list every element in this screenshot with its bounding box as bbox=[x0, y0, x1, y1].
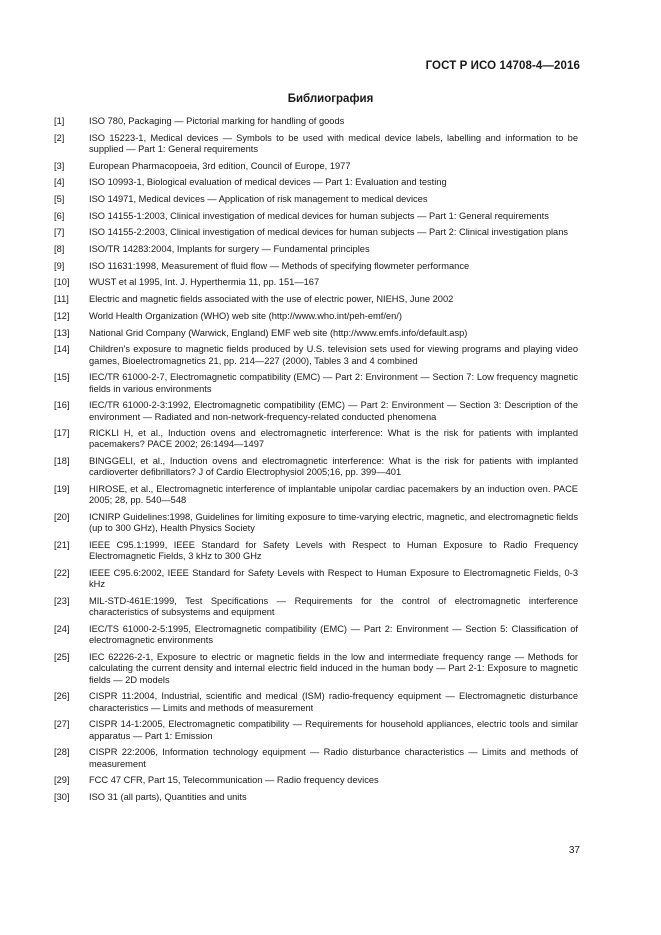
entry-number: [16] bbox=[54, 400, 70, 411]
entry-number: [22] bbox=[54, 568, 70, 579]
entry-number: [1] bbox=[54, 116, 65, 126]
entry-text: ISO 15223-1, Medical devices — Symbols to be used with medical device labels, labelling and information to be supplied — Part 1: General requirements bbox=[89, 132, 578, 154]
entry-number: [9] bbox=[54, 260, 65, 271]
entry-number: [26] bbox=[54, 691, 70, 702]
entry-text: IEC/TS 61000-2-5:1995, Electromagnetic compatibility (EMC) — Part 2: Environment — Section 5: Classification of electromagnetic environments bbox=[89, 624, 578, 646]
entry-number: [30] bbox=[54, 791, 70, 802]
entry-number: [18] bbox=[54, 456, 70, 467]
bibliography-entry bbox=[54, 775, 578, 786]
bibliography-entry bbox=[54, 540, 578, 563]
entry-text: ISO 780, Packaging — Pictorial marking for handling of goods bbox=[89, 116, 345, 126]
bibliography-entry bbox=[54, 194, 578, 205]
entry-number: [20] bbox=[54, 512, 70, 523]
entry-text: IEEE C95.1:1999, IEEE Standard for Safety Levels with Respect to Human Exposure to Radio Frequency Electromagnetic Fields, 3 kHz to 300 GHz bbox=[89, 540, 578, 562]
bibliography-entry bbox=[54, 652, 578, 686]
bibliography-entry bbox=[54, 624, 578, 647]
entry-text: ISO 14971, Medical devices — Application of risk management to medical devices bbox=[89, 194, 428, 205]
bibliography-entry bbox=[54, 428, 578, 451]
bibliography-entry bbox=[54, 116, 578, 127]
bibliography-entry bbox=[54, 277, 578, 288]
entry-text: HIROSE, et al., Electromagnetic interference of implantable unipolar cardiac pacemakers by an induction oven. PACE 2005; 28, pp. 540—548 bbox=[89, 484, 578, 506]
bibliography-entry bbox=[54, 400, 578, 423]
bibliography-entry bbox=[54, 133, 578, 156]
bibliography-entry bbox=[54, 719, 578, 742]
entry-number: [5] bbox=[54, 194, 65, 205]
entry-text: MIL-STD-461E:1999, Test Specifications — Requirements for the control of electromagnetic interference characteristics of subsystems and equipment bbox=[89, 596, 578, 618]
entry-number: [29] bbox=[54, 775, 70, 786]
entry-number: [3] bbox=[54, 160, 65, 171]
page-number: 37 bbox=[568, 845, 580, 856]
entry-text: ISO 10993-1, Biological evaluation of medical devices — Part 1: Evaluation and testing bbox=[89, 177, 447, 188]
entry-text: ISO 14155-1:2003, Clinical investigation of medical devices for human subjects — Part 1: General requirements bbox=[89, 210, 549, 221]
entry-number: [2] bbox=[54, 132, 65, 143]
bibliography-entry bbox=[54, 512, 578, 535]
entry-text: ISO 31 (all parts), Quantities and units bbox=[89, 791, 247, 802]
entry-text: National Grid Company (Warwick, England) EMF web site (http://www.emfs.info/default.asp) bbox=[89, 327, 468, 338]
bibliography-entry bbox=[54, 211, 578, 222]
bibliography-entry bbox=[54, 261, 578, 272]
entry-number: [24] bbox=[54, 624, 70, 635]
entry-text: FCC 47 CFR, Part 15, Telecommunication — Radio frequency devices bbox=[89, 775, 379, 786]
entry-number: [13] bbox=[54, 327, 70, 338]
bibliography-entry bbox=[54, 244, 578, 255]
entry-text: BINGGELI, et al., Induction ovens and electromagnetic interference: What is the risk for patients with implanted cardioverter defibrillators? J of Cardio Electrophysiol 2005;16, pp. 399—401 bbox=[89, 456, 578, 478]
entry-text: Children's exposure to magnetic fields produced by U.S. television sets used for viewing programs and playing video games, Bioelectromagnetics 21, pp. 214—227 (2000), Tables 3 and 4 combined bbox=[89, 344, 578, 366]
entry-number: [15] bbox=[54, 372, 70, 383]
entry-number: [25] bbox=[54, 652, 70, 663]
bibliography-entry bbox=[54, 227, 578, 238]
bibliography-entry bbox=[54, 372, 578, 395]
bibliography-entry bbox=[54, 568, 578, 591]
entry-number: [17] bbox=[54, 428, 70, 439]
bibliography-entry bbox=[54, 311, 578, 322]
entry-text: IEC/TR 61000-2-7, Electromagnetic compatibility (EMC) — Part 2: Environment — Section 7: Low frequency magnetic fields in various environments bbox=[89, 372, 578, 394]
document-code: ГОСТ Р ИСО 14708-4—2016 bbox=[425, 60, 580, 72]
entry-number: [28] bbox=[54, 747, 70, 758]
entry-text: Electric and magnetic fields associated with the use of electric power, NIEHS, June 2002 bbox=[89, 294, 454, 305]
entry-number: [11] bbox=[54, 294, 69, 305]
entry-number: [7] bbox=[54, 227, 65, 238]
entry-number: [12] bbox=[54, 310, 70, 321]
bibliography-entry bbox=[54, 747, 578, 770]
entry-text: IEC 62226-2-1, Exposure to electric or magnetic fields in the low and intermediate frequency range — Methods for calculating the current density and internal electric field induced in the human body — Part 2-1: Exposure to magnetic fields — 2D models bbox=[89, 652, 578, 685]
entry-number: [4] bbox=[54, 177, 65, 188]
entry-text: WUST et al 1995, Int. J. Hyperthermia 11, pp. 151—167 bbox=[89, 277, 320, 288]
entry-text: ISO 11631:1998, Measurement of fluid flow — Methods of specifying flowmeter performance bbox=[89, 260, 470, 271]
entry-text: ISO 14155-2:2003, Clinical investigation of medical devices for human subjects — Part 2: Clinical investigation plans bbox=[89, 227, 569, 238]
entry-number: [10] bbox=[54, 277, 70, 288]
bibliography-entry bbox=[54, 328, 578, 339]
entry-text: CISPR 22:2006, Information technology equipment — Radio disturbance characteristics — Limits and methods of measurement bbox=[89, 747, 578, 769]
entry-number: [19] bbox=[54, 484, 70, 495]
bibliography-entry bbox=[54, 456, 578, 479]
entry-text: World Health Organization (WHO) web site (http://www.who.int/peh-emf/en/) bbox=[89, 310, 402, 321]
bibliography-entry bbox=[54, 792, 578, 803]
entry-number: [6] bbox=[54, 210, 65, 221]
bibliography-list bbox=[54, 116, 578, 809]
entry-text: IEEE C95.6:2002, IEEE Standard for Safety Levels with Respect to Human Exposure to Electromagnetic Fields, 0-3 kHz bbox=[89, 568, 578, 590]
entry-text: CISPR 14-1:2005, Electromagnetic compatibility — Requirements for household appliances, electric tools and similar apparatus — Part 1: Emission bbox=[89, 719, 578, 741]
bibliography-entry bbox=[54, 161, 578, 172]
entry-text: RICKLI H, et al., Induction ovens and electromagnetic interference: What is the risk for patients with implanted pacemakers? PACE 2002; 26:1494—1497 bbox=[89, 428, 578, 450]
entry-text: IEC/TR 61000-2-3:1992, Electromagnetic compatibility (EMC) — Part 2: Environment — Section 3: Description of the environment — Radiated and non-network-frequency-related conducted phenomena bbox=[89, 400, 578, 422]
bibliography-entry bbox=[54, 344, 578, 367]
bibliography-entry bbox=[54, 177, 578, 188]
entry-number: [8] bbox=[54, 244, 65, 255]
bibliography-entry bbox=[54, 294, 578, 305]
bibliography-title: Библиография bbox=[287, 93, 374, 105]
entry-number: [27] bbox=[54, 719, 70, 730]
entry-number: [21] bbox=[54, 540, 70, 551]
entry-number: [14] bbox=[54, 344, 70, 355]
entry-text: CISPR 11:2004, Industrial, scientific and medical (ISM) radio-frequency equipment — Electromagnetic disturbance characteristics — Limits and methods of measurement bbox=[89, 691, 578, 713]
entry-text: ICNIRP Guidelines:1998, Guidelines for limiting exposure to time-varying electric, magnetic, and electromagnetic fields (up to 300 GHz), Health Physics Society bbox=[89, 512, 578, 534]
bibliography-entry bbox=[54, 596, 578, 619]
entry-number: [23] bbox=[54, 596, 70, 607]
bibliography-entry bbox=[54, 484, 578, 507]
entry-text: European Pharmacopoeia, 3rd edition, Council of Europe, 1977 bbox=[89, 160, 351, 171]
entry-text: ISO/TR 14283:2004, Implants for surgery — Fundamental principles bbox=[89, 244, 370, 255]
bibliography-entry bbox=[54, 691, 578, 714]
